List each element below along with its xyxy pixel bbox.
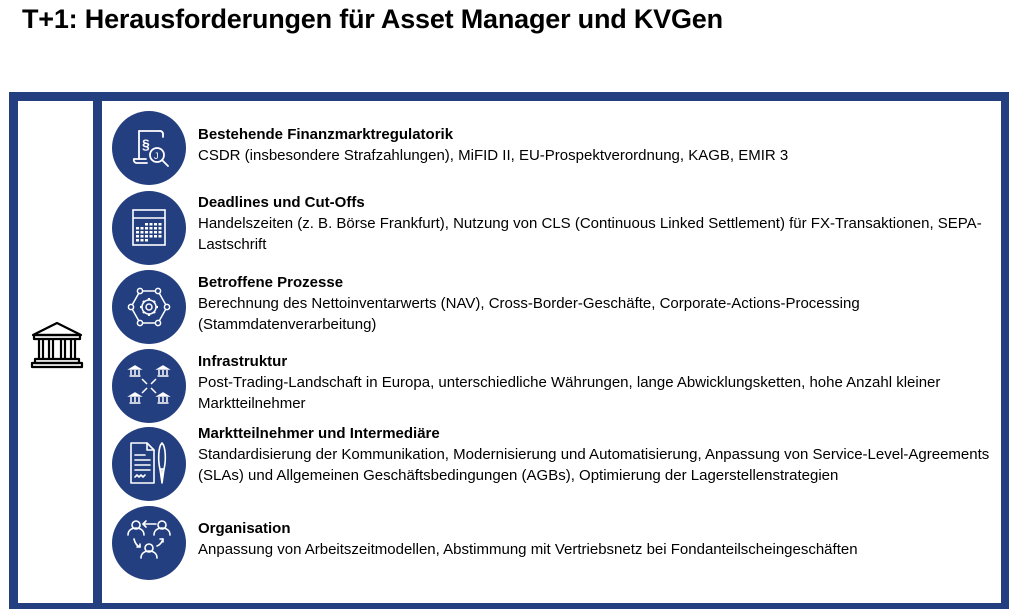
- item-heading: Deadlines und Cut-Offs: [198, 194, 365, 211]
- bank-network-icon: [112, 349, 186, 423]
- item-body: Handelszeiten (z. B. Börse Frankfurt), Nutzung von CLS (Continuous Linked Settlement) für FX-Transaktionen, SEPA-Lastschrift: [198, 215, 982, 253]
- item-heading: Bestehende Finanzmarktregulatorik: [198, 126, 454, 143]
- page-title: T+1: Herausforderungen für Asset Manager und KVGen: [22, 4, 723, 34]
- contract-pen-icon: [112, 427, 186, 501]
- regulation-search-icon: [112, 111, 186, 185]
- item-heading: Marktteilnehmer und Intermediäre: [198, 425, 440, 442]
- item-body: Berechnung des Nettoinventarwerts (NAV), Cross-Border-Geschäfte, Corporate-Actions-Processing (Stammdatenverarbeitung): [198, 295, 860, 333]
- item-body: Anpassung von Arbeitszeitmodellen, Abstimmung mit Vertriebsnetz bei Fondanteilscheingeschäften: [198, 541, 858, 558]
- bank-icon: [29, 320, 85, 370]
- item-heading: Infrastruktur: [198, 353, 288, 370]
- item-body: Post-Trading-Landschaft in Europa, unterschiedliche Währungen, lange Abwicklungsketten, hohe Anzahl kleiner Marktteilnehmer: [198, 374, 941, 412]
- item-heading: Betroffene Prozesse: [198, 274, 344, 291]
- process-network-gear-icon: [112, 270, 186, 344]
- svg-text:J: J: [154, 151, 159, 161]
- calendar-icon: [112, 191, 186, 265]
- item-body: Standardisierung der Kommunikation, Modernisierung und Automatisierung, Anpassung von Service-Level-Agreements (SLAs) und Allgemeinen Geschäftsbedingungen (AGBs), Optimierung der Lagerstellenstrategien: [198, 446, 990, 484]
- item-heading: Organisation: [198, 520, 291, 537]
- people-cycle-icon: [112, 506, 186, 580]
- svg-text:§: §: [142, 136, 150, 152]
- item-body: CSDR (insbesondere Strafzahlungen), MiFID II, EU-Prospektverordnung, KAGB, EMIR 3: [198, 147, 789, 164]
